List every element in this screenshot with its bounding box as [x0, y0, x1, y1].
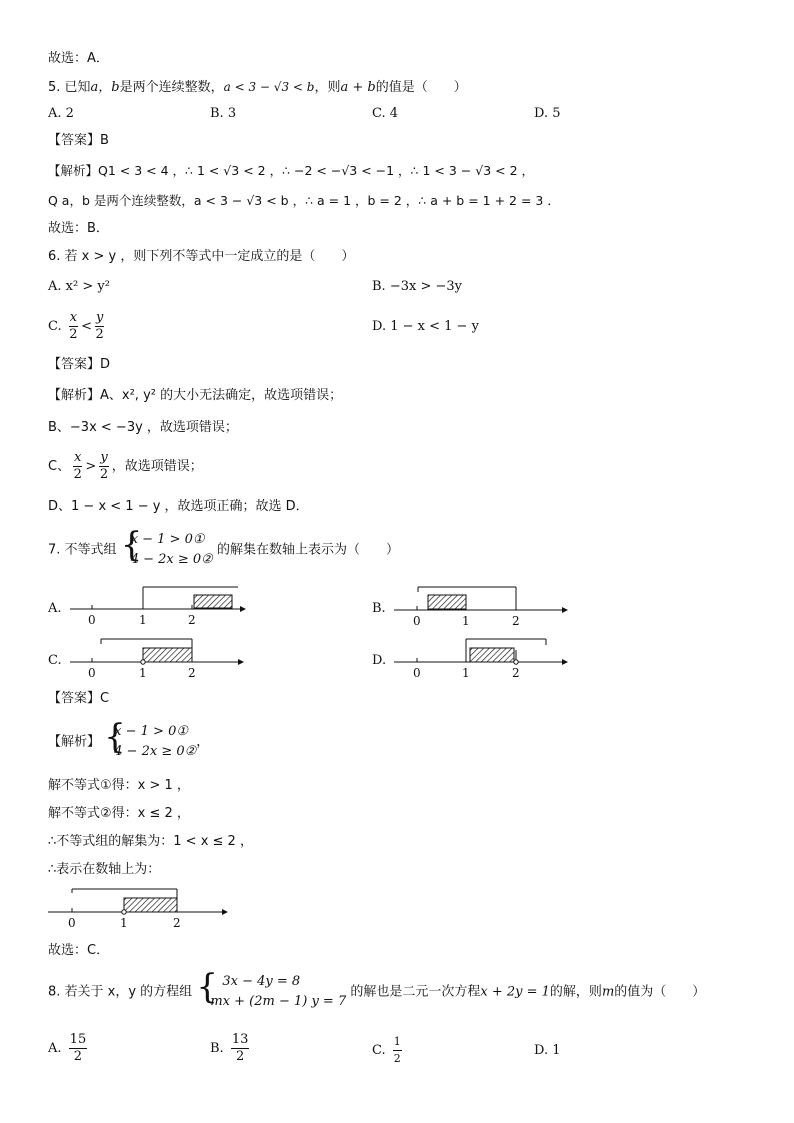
option-b: B. — [372, 601, 386, 616]
tick-label: 2 — [512, 666, 520, 680]
option-a: A. 2 — [48, 106, 74, 121]
explanation-line: B、−3x < −3y ，故选项错误； — [48, 420, 238, 435]
fraction: $\frac{y}{2}$ — [95, 310, 104, 342]
number-line-option-b — [394, 587, 568, 628]
number-line-option-c — [70, 639, 244, 680]
selection-text: 故选：C． — [48, 943, 110, 958]
option-c: C. $\frac{1}{2}$ — [372, 1035, 401, 1065]
fraction: $\frac{x}{2}$ — [73, 450, 82, 482]
tick-label: 2 — [173, 916, 181, 930]
question-6-stem: 6. 若 x > y ，则下列不等式中一定成立的是（ ） — [48, 249, 355, 264]
tick-label: 0 — [88, 613, 96, 627]
option-a: A. — [48, 601, 62, 616]
answer-label: 【答案】B — [48, 133, 109, 148]
tick-label: 0 — [68, 916, 76, 930]
option-d: D. 1 − x < 1 − y — [372, 319, 479, 334]
tick-label: 0 — [413, 614, 421, 628]
number-line-option-d — [394, 639, 568, 680]
inequality-system: { x − 1 > 0① 4 − 2x ≥ 0② — [120, 525, 213, 567]
fraction: $\frac{y}{2}$ — [99, 450, 109, 482]
question-7-stem: 7. 不等式组 { x − 1 > 0① 4 − 2x ≥ 0② 的解集在数轴上表示为（ ） — [48, 530, 399, 574]
option-b: B. −3x > −3y — [372, 279, 462, 294]
answer-label: 【答案】D — [48, 357, 111, 372]
question-8-stem: 8. 若关于 x，y 的方程组 { 3x − 4y = 8 mx + (2m − 1) y = 7 的解也是二元一次方程x + 2y = 1的解，则m的值为（ ） — [48, 972, 705, 1016]
question-5-stem: 5. 已知a，b是两个连续整数，a < 3 − √3 < b，则a + b的值是（ ） — [48, 80, 467, 95]
tick-label: 1 — [120, 916, 128, 930]
option-b: B. $\frac{13}{2}$ — [210, 1032, 249, 1064]
selection-text: 故选：B． — [48, 221, 109, 236]
tick-label: 2 — [512, 614, 520, 628]
explanation-line: 解不等式①得：x > 1 ， — [48, 778, 190, 793]
option-c: C. $\frac{x}{2}$ < $\frac{y}{2}$ — [48, 310, 104, 342]
tick-label: 0 — [413, 666, 421, 680]
tick-label: 1 — [139, 666, 147, 680]
option-d: D. 5 — [534, 106, 561, 121]
tick-label: 2 — [188, 666, 196, 680]
explanation-line: 【解析】A、x², y² 的大小无法确定，故选项错误； — [48, 388, 343, 403]
explanation-line: D、1 − x < 1 − y ，故选项正确；故选 D． — [48, 499, 309, 514]
explanation-line: ∴表示在数轴上为： — [48, 862, 161, 877]
option-c: C. — [48, 653, 62, 668]
fraction: $\frac{x}{2}$ — [69, 310, 78, 342]
fraction: $\frac{13}{2}$ — [231, 1032, 249, 1064]
explanation-line: 【解析】Q1 < 3 < 4 ，∴ 1 < √3 < 2 ，∴ −2 < −√3 < −1 ，∴ 1 < 3 − √3 < 2 ， — [48, 163, 534, 178]
number-line-solution — [48, 889, 228, 930]
equation-system: { 3x − 4y = 8 mx + (2m − 1) y = 7 — [196, 967, 347, 1009]
tick-label: 0 — [88, 666, 96, 680]
tick-label: 1 — [462, 614, 470, 628]
explanation-line: 解不等式②得：x ≤ 2 ， — [48, 806, 190, 821]
tick-label: 2 — [188, 613, 196, 627]
text-line: 故选：A． — [48, 51, 109, 66]
fraction: $\frac{15}{2}$ — [69, 1032, 87, 1064]
option-a: A. x² > y² — [48, 279, 110, 294]
tick-label: 1 — [139, 613, 147, 627]
inequality-system: { x − 1 > 0① 4 − 2x ≥ 0② — [104, 717, 197, 759]
explanation-line: Q a，b 是两个连续整数，a < 3 − √3 < b ，∴ a = 1 ，b = 2 ，∴ a + b = 1 + 2 = 3 ． — [48, 193, 560, 208]
option-d: D. — [372, 653, 387, 668]
option-b: B. 3 — [210, 106, 237, 121]
option-c: C. 4 — [372, 106, 399, 121]
explanation-line: ∴不等式组的解集为：1 < x ≤ 2 ， — [48, 834, 253, 849]
number-line-option-a — [70, 587, 246, 627]
option-d: D. 1 — [534, 1043, 561, 1058]
option-a: A. $\frac{15}{2}$ — [48, 1032, 87, 1064]
answer-label: 【答案】C — [48, 691, 110, 706]
explanation-line: C、 $\frac{x}{2}$ > $\frac{y}{2}$ ，故选项错误； — [48, 450, 203, 482]
fraction: $\frac{1}{2}$ — [393, 1035, 401, 1065]
tick-label: 1 — [462, 666, 470, 680]
explanation-line: 【解析】 { x − 1 > 0① 4 − 2x ≥ 0② ， — [48, 722, 209, 766]
